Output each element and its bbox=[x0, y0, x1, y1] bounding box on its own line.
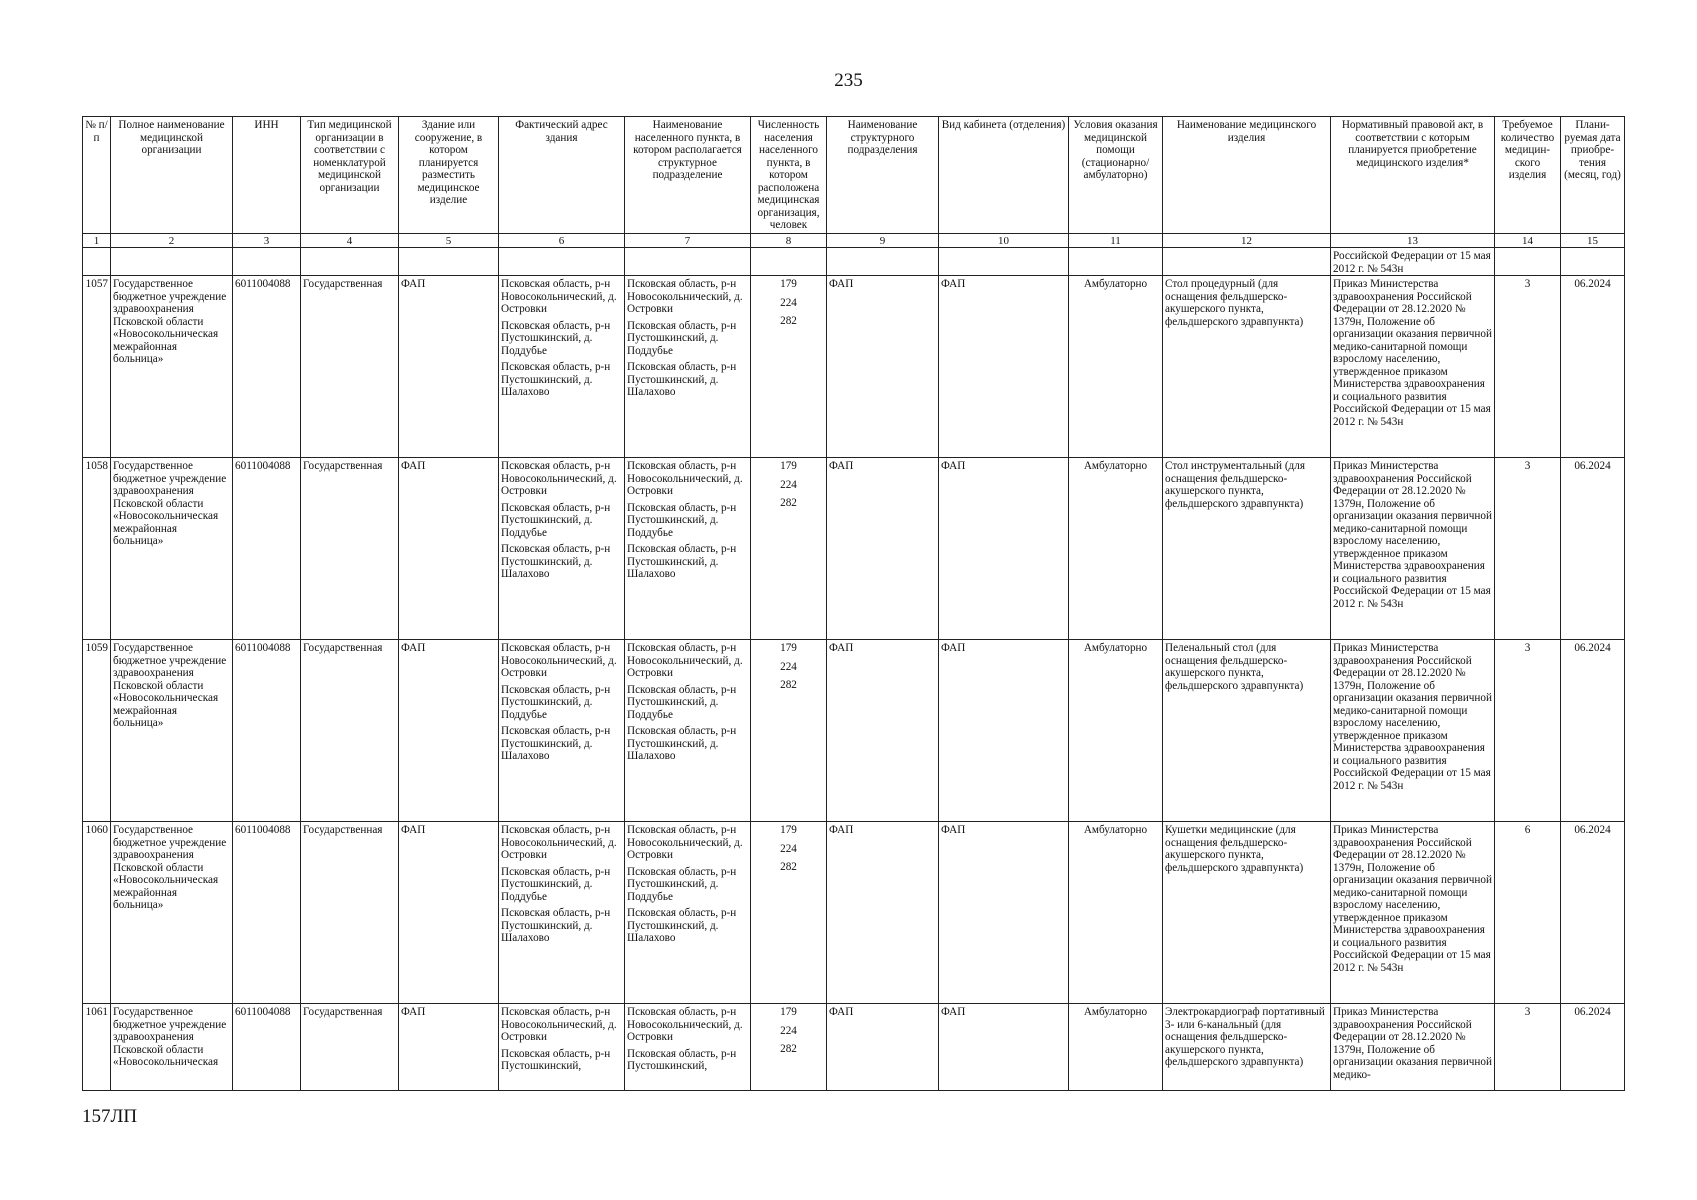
col-number: 15 bbox=[1561, 234, 1625, 248]
required-quantity: 6 bbox=[1495, 822, 1561, 1004]
address-line: Псковская область, р-н Пустошкинский, д. Шалахово bbox=[501, 361, 611, 398]
planned-date: 06.2024 bbox=[1561, 276, 1625, 458]
inn: 6011004088 bbox=[233, 1004, 301, 1091]
locality-name bbox=[625, 640, 751, 822]
col-header-conditions: Условия оказания медицинской помощи (стационарно/ амбулаторно) bbox=[1069, 117, 1163, 234]
cabinet-type: ФАП bbox=[939, 458, 1069, 640]
empty-cell bbox=[111, 248, 233, 276]
col-number: 13 bbox=[1331, 234, 1495, 248]
population-value: 224 bbox=[780, 1024, 797, 1037]
population-value: 179 bbox=[780, 824, 797, 836]
actual-address bbox=[499, 822, 625, 1004]
locality-line: Псковская область, р-н Новосокольнический, д. Островки bbox=[627, 460, 743, 497]
organization-type: Государственная bbox=[301, 822, 399, 1004]
structural-unit: ФАП bbox=[827, 1004, 939, 1091]
table-row bbox=[83, 822, 1625, 1004]
col-header-population: Численность населения населенного пункта, в котором расположена медицинская организация, человек bbox=[751, 117, 827, 234]
address-line: Псковская область, р-н Новосокольнический, д. Островки bbox=[501, 1006, 617, 1043]
col-number: 4 bbox=[301, 234, 399, 248]
row-number: 1060 bbox=[83, 822, 111, 1004]
legal-act: Приказ Министерства здравоохранения Российской Федерации от 28.12.2020 № 1379н, Положение об организации оказания первичной медико- bbox=[1331, 1004, 1495, 1091]
care-conditions: Амбулаторно bbox=[1069, 276, 1163, 458]
table-row bbox=[83, 640, 1625, 822]
population-value: 179 bbox=[780, 460, 797, 472]
address-line: Псковская область, р-н Новосокольнический, д. Островки bbox=[501, 278, 617, 315]
device-name: Кушетки медицинские (для оснащения фельдшерско-акушерского пункта, фельдшерского здравпункта) bbox=[1163, 822, 1331, 1004]
col-header-building: Здание или сооружение, в котором планируется разместить медицинское изделие bbox=[399, 117, 499, 234]
column-number-row bbox=[83, 234, 1625, 248]
col-header-act: Нормативный правовой акт, в соответствии с которым планируется приобретение медицинского изделия* bbox=[1331, 117, 1495, 234]
row-number: 1058 bbox=[83, 458, 111, 640]
population-value: 179 bbox=[780, 278, 797, 290]
equipment-registry-table bbox=[82, 116, 1625, 1091]
inn: 6011004088 bbox=[233, 640, 301, 822]
care-conditions: Амбулаторно bbox=[1069, 640, 1163, 822]
address-line: Псковская область, р-н Пустошкинский, д. Поддубье bbox=[501, 319, 611, 357]
locality-line: Псковская область, р-н Пустошкинский, д. Поддубье bbox=[627, 501, 737, 539]
locality-line: Псковская область, р-н Новосокольнический, д. Островки bbox=[627, 642, 743, 679]
organization-name: Государственное бюджетное учреждение здравоохранения Псковской области «Новосокольническая межрайонная больница» bbox=[111, 276, 233, 458]
empty-cell bbox=[233, 248, 301, 276]
building: ФАП bbox=[399, 276, 499, 458]
cabinet-type: ФАП bbox=[939, 822, 1069, 1004]
legal-act: Приказ Министерства здравоохранения Российской Федерации от 28.12.2020 № 1379н, Положение об организации оказания первичной медико-санитарной помощи взрослому населению, утвержденное приказом Министерства здравоохранения и социального развития Российской Федерации от 15 мая 2012 г. № 543н bbox=[1331, 458, 1495, 640]
organization-name: Государственное бюджетное учреждение здравоохранения Псковской области «Новосокольническая межрайонная больница» bbox=[111, 640, 233, 822]
population-value: 179 bbox=[780, 642, 797, 654]
legal-act: Приказ Министерства здравоохранения Российской Федерации от 28.12.2020 № 1379н, Положение об организации оказания первичной медико-санитарной помощи взрослому населению, утвержденное приказом Министерства здравоохранения и социального развития Российской Федерации от 15 мая 2012 г. № 543н bbox=[1331, 276, 1495, 458]
care-conditions: Амбулаторно bbox=[1069, 1004, 1163, 1091]
cabinet-type: ФАП bbox=[939, 640, 1069, 822]
organization-type: Государственная bbox=[301, 640, 399, 822]
population-value: 179 bbox=[780, 1006, 797, 1018]
inn: 6011004088 bbox=[233, 276, 301, 458]
population-value: 282 bbox=[780, 1043, 797, 1055]
col-number: 6 bbox=[499, 234, 625, 248]
col-number: 9 bbox=[827, 234, 939, 248]
col-header-num: № п/п bbox=[83, 117, 111, 234]
col-number: 14 bbox=[1495, 234, 1561, 248]
address-line: Псковская область, р-н Пустошкинский, д. Шалахово bbox=[501, 543, 611, 580]
locality-line: Псковская область, р-н Новосокольнический, д. Островки bbox=[627, 278, 743, 315]
col-number: 11 bbox=[1069, 234, 1163, 248]
population-value: 282 bbox=[780, 861, 797, 873]
address-line: Псковская область, р-н Пустошкинский, д. Поддубье bbox=[501, 683, 611, 721]
population-value: 282 bbox=[780, 315, 797, 327]
page-number: 235 bbox=[834, 70, 863, 91]
locality-line: Псковская область, р-н Новосокольнический, д. Островки bbox=[627, 824, 743, 861]
address-line: Псковская область, р-н Пустошкинский, д. Поддубье bbox=[501, 865, 611, 903]
population bbox=[751, 1004, 827, 1091]
table-row bbox=[83, 1004, 1625, 1091]
population bbox=[751, 640, 827, 822]
document-code: 157ЛП bbox=[82, 1106, 138, 1127]
legal-act-continuation: Российской Федерации от 15 мая 2012 г. № 543н bbox=[1331, 248, 1495, 276]
empty-cell bbox=[751, 248, 827, 276]
row-number: 1057 bbox=[83, 276, 111, 458]
legal-act: Приказ Министерства здравоохранения Российской Федерации от 28.12.2020 № 1379н, Положение об организации оказания первичной медико-санитарной помощи взрослому населению, утвержденное приказом Министерства здравоохранения и социального развития Российской Федерации от 15 мая 2012 г. № 543н bbox=[1331, 640, 1495, 822]
continuation-row bbox=[83, 248, 1625, 276]
col-header-locality: Наименование населенного пункта, в котором располагается структурное подразделение bbox=[625, 117, 751, 234]
population-value: 224 bbox=[780, 478, 797, 491]
address-line: Псковская область, р-н Пустошкинский, д. Поддубье bbox=[501, 501, 611, 539]
col-number: 12 bbox=[1163, 234, 1331, 248]
inn: 6011004088 bbox=[233, 822, 301, 1004]
planned-date: 06.2024 bbox=[1561, 640, 1625, 822]
col-number: 5 bbox=[399, 234, 499, 248]
organization-name: Государственное бюджетное учреждение здравоохранения Псковской области «Новосокольническая межрайонная больница» bbox=[111, 822, 233, 1004]
population-value: 224 bbox=[780, 842, 797, 855]
address-line: Псковская область, р-н Новосокольнический, д. Островки bbox=[501, 642, 617, 679]
population-value: 224 bbox=[780, 660, 797, 673]
row-number: 1061 bbox=[83, 1004, 111, 1091]
locality-line: Псковская область, р-н Пустошкинский, д. Поддубье bbox=[627, 319, 737, 357]
device-name: Стол процедурный (для оснащения фельдшерско-акушерского пункта, фельдшерского здравпункта) bbox=[1163, 276, 1331, 458]
col-header-org: Полное наименование медицинской организации bbox=[111, 117, 233, 234]
actual-address bbox=[499, 1004, 625, 1091]
organization-name: Государственное бюджетное учреждение здравоохранения Псковской области «Новосокольническая межрайонная больница» bbox=[111, 458, 233, 640]
actual-address bbox=[499, 640, 625, 822]
col-header-address: Фактический адрес здания bbox=[499, 117, 625, 234]
population bbox=[751, 458, 827, 640]
planned-date: 06.2024 bbox=[1561, 1004, 1625, 1091]
empty-cell bbox=[625, 248, 751, 276]
structural-unit: ФАП bbox=[827, 640, 939, 822]
structural-unit: ФАП bbox=[827, 276, 939, 458]
col-number: 10 bbox=[939, 234, 1069, 248]
col-number: 8 bbox=[751, 234, 827, 248]
empty-cell bbox=[1561, 248, 1625, 276]
structural-unit: ФАП bbox=[827, 458, 939, 640]
empty-cell bbox=[1163, 248, 1331, 276]
building: ФАП bbox=[399, 640, 499, 822]
locality-line: Псковская область, р-н Пустошкинский, bbox=[627, 1047, 737, 1072]
col-number: 2 bbox=[111, 234, 233, 248]
locality-name bbox=[625, 1004, 751, 1091]
actual-address bbox=[499, 458, 625, 640]
table-row bbox=[83, 458, 1625, 640]
required-quantity: 3 bbox=[1495, 1004, 1561, 1091]
empty-cell bbox=[83, 248, 111, 276]
col-header-date: Плани-руемая дата приобре-тения (месяц, год) bbox=[1561, 117, 1625, 234]
population-value: 224 bbox=[780, 296, 797, 309]
col-number: 3 bbox=[233, 234, 301, 248]
col-header-cabinet: Вид кабинета (отделения) bbox=[939, 117, 1069, 234]
empty-cell bbox=[399, 248, 499, 276]
inn: 6011004088 bbox=[233, 458, 301, 640]
population bbox=[751, 276, 827, 458]
population bbox=[751, 822, 827, 1004]
col-header-qty: Требуемое количество медицин-ского изделия bbox=[1495, 117, 1561, 234]
device-name: Стол инструментальный (для оснащения фельдшерско-акушерского пункта, фельдшерского здравпункта) bbox=[1163, 458, 1331, 640]
device-name: Пеленальный стол (для оснащения фельдшерско-акушерского пункта, фельдшерского здравпункта) bbox=[1163, 640, 1331, 822]
locality-line: Псковская область, р-н Новосокольнический, д. Островки bbox=[627, 1006, 743, 1043]
address-line: Псковская область, р-н Пустошкинский, д. Шалахово bbox=[501, 725, 611, 762]
care-conditions: Амбулаторно bbox=[1069, 458, 1163, 640]
cabinet-type: ФАП bbox=[939, 1004, 1069, 1091]
empty-cell bbox=[1495, 248, 1561, 276]
device-name: Электрокардиограф портативный 3- или 6-канальный (для оснащения фельдшерско-акушерского пункта, фельдшерского здравпункта) bbox=[1163, 1004, 1331, 1091]
locality-line: Псковская область, р-н Пустошкинский, д. Шалахово bbox=[627, 543, 737, 580]
col-header-device: Наименование медицинского изделия bbox=[1163, 117, 1331, 234]
legal-act: Приказ Министерства здравоохранения Российской Федерации от 28.12.2020 № 1379н, Положение об организации оказания первичной медико-санитарной помощи взрослому населению, утвержденное приказом Министерства здравоохранения и социального развития Российской Федерации от 15 мая 2012 г. № 543н bbox=[1331, 822, 1495, 1004]
address-line: Псковская область, р-н Пустошкинский, bbox=[501, 1047, 611, 1072]
care-conditions: Амбулаторно bbox=[1069, 822, 1163, 1004]
building: ФАП bbox=[399, 822, 499, 1004]
col-number: 1 bbox=[83, 234, 111, 248]
empty-cell bbox=[939, 248, 1069, 276]
address-line: Псковская область, р-н Новосокольнический, д. Островки bbox=[501, 460, 617, 497]
population-value: 282 bbox=[780, 679, 797, 691]
locality-line: Псковская область, р-н Пустошкинский, д. Шалахово bbox=[627, 361, 737, 398]
planned-date: 06.2024 bbox=[1561, 822, 1625, 1004]
locality-name bbox=[625, 276, 751, 458]
col-header-inn: ИНН bbox=[233, 117, 301, 234]
organization-type: Государственная bbox=[301, 276, 399, 458]
header-row bbox=[83, 117, 1625, 234]
cabinet-type: ФАП bbox=[939, 276, 1069, 458]
locality-line: Псковская область, р-н Пустошкинский, д. Поддубье bbox=[627, 865, 737, 903]
planned-date: 06.2024 bbox=[1561, 458, 1625, 640]
col-number: 7 bbox=[625, 234, 751, 248]
locality-name bbox=[625, 822, 751, 1004]
locality-name bbox=[625, 458, 751, 640]
address-line: Псковская область, р-н Новосокольнический, д. Островки bbox=[501, 824, 617, 861]
empty-cell bbox=[301, 248, 399, 276]
empty-cell bbox=[827, 248, 939, 276]
structural-unit: ФАП bbox=[827, 822, 939, 1004]
locality-line: Псковская область, р-н Пустошкинский, д. Шалахово bbox=[627, 725, 737, 762]
building: ФАП bbox=[399, 1004, 499, 1091]
population-value: 282 bbox=[780, 497, 797, 509]
locality-line: Псковская область, р-н Пустошкинский, д. Поддубье bbox=[627, 683, 737, 721]
empty-cell bbox=[499, 248, 625, 276]
col-header-type: Тип медицинской организации в соответствии с номенклатурой медицинской организации bbox=[301, 117, 399, 234]
organization-name: Государственное бюджетное учреждение здравоохранения Псковской области «Новосокольническая bbox=[111, 1004, 233, 1091]
required-quantity: 3 bbox=[1495, 640, 1561, 822]
locality-line: Псковская область, р-н Пустошкинский, д. Шалахово bbox=[627, 907, 737, 944]
table-row bbox=[83, 276, 1625, 458]
row-number: 1059 bbox=[83, 640, 111, 822]
actual-address bbox=[499, 276, 625, 458]
col-header-unit: Наименование структурного подразделения bbox=[827, 117, 939, 234]
address-line: Псковская область, р-н Пустошкинский, д. Шалахово bbox=[501, 907, 611, 944]
organization-type: Государственная bbox=[301, 1004, 399, 1091]
building: ФАП bbox=[399, 458, 499, 640]
required-quantity: 3 bbox=[1495, 276, 1561, 458]
empty-cell bbox=[1069, 248, 1163, 276]
required-quantity: 3 bbox=[1495, 458, 1561, 640]
organization-type: Государственная bbox=[301, 458, 399, 640]
